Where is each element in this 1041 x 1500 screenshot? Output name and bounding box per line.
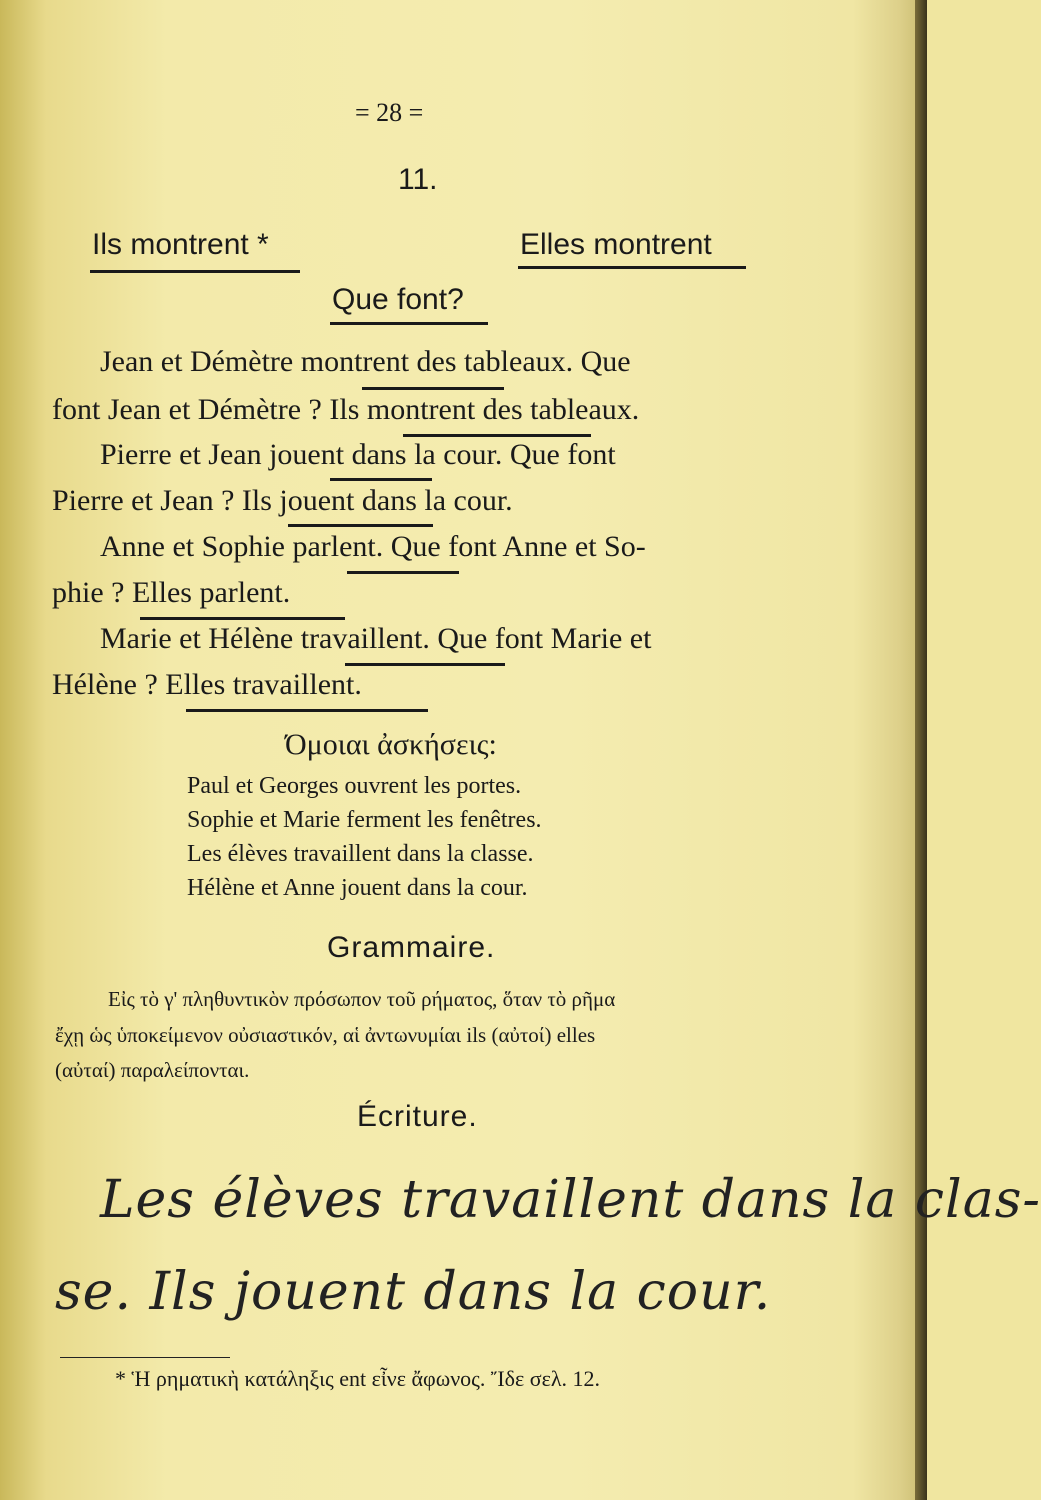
header-right: Elles montrent bbox=[520, 228, 712, 261]
grammar-line-3: (αὐταί) παραλείπονται. bbox=[55, 1058, 250, 1082]
underline-ils-jouent bbox=[288, 524, 433, 527]
writing-line-1: Les élèves travaillent dans la clas- bbox=[100, 1170, 1041, 1230]
grammar-line-1: Εἰς τὸ γ' πληθυντικὸν πρόσωπον τοῦ ρήματος, ὅταν τὸ ρῆμα bbox=[108, 987, 616, 1011]
header-right-underline bbox=[518, 266, 746, 269]
header-left-underline bbox=[90, 270, 300, 273]
body-line-4: Pierre et Jean ? Ils jouent dans la cour. bbox=[52, 484, 513, 517]
footnote: * Ἡ ρηματικὴ κατάληξις ent εἶνε ἄφωνος. Ἴδε σελ. 12. bbox=[115, 1366, 600, 1391]
underline-travaillent-1 bbox=[345, 663, 505, 666]
underline-elles-parlent bbox=[140, 617, 345, 620]
footnote-rule bbox=[60, 1357, 230, 1358]
writing-title: Écriture. bbox=[357, 1100, 478, 1133]
body-line-2: font Jean et Démètre ? Ils montrent des tableaux. bbox=[52, 393, 640, 426]
exercise-line-2: Sophie et Marie ferment les fenêtres. bbox=[187, 807, 542, 833]
page-edge bbox=[915, 0, 927, 1500]
body-line-8: Hélène ? Elles travaillent. bbox=[52, 668, 362, 701]
body-line-7: Marie et Hélène travaillent. Que font Marie et bbox=[100, 622, 652, 655]
question-underline bbox=[330, 322, 488, 325]
body-line-1: Jean et Démètre montrent des tableaux. Que bbox=[100, 345, 631, 378]
question-header: Que font? bbox=[332, 283, 464, 316]
body-line-5: Anne et Sophie parlent. Que font Anne et So- bbox=[100, 530, 646, 563]
exercise-line-3: Les élèves travaillent dans la classe. bbox=[187, 841, 534, 867]
underline-ils-montrent bbox=[403, 434, 591, 437]
underline-parlent-1 bbox=[347, 571, 459, 574]
underline-jouent-1 bbox=[330, 478, 432, 481]
underline-elles-travaillent bbox=[186, 709, 428, 712]
lesson-number: 11. bbox=[398, 163, 438, 196]
writing-line-2: se. Ils jouent dans la cour. bbox=[55, 1262, 772, 1322]
exercises-title: Όμοιαι ἀσκήσεις: bbox=[285, 728, 497, 761]
exercise-line-4: Hélène et Anne jouent dans la cour. bbox=[187, 875, 528, 901]
underline-montrent-1 bbox=[362, 387, 504, 390]
page-number: = 28 = bbox=[355, 98, 424, 127]
grammar-line-2: ἔχῃ ὡς ὑποκείμενον οὐσιαστικόν, αἱ ἀντωνυμίαι ils (αὐτοί) elles bbox=[55, 1023, 596, 1047]
grammar-title: Grammaire. bbox=[327, 931, 496, 964]
body-line-3: Pierre et Jean jouent dans la cour. Que font bbox=[100, 438, 616, 471]
body-line-6: phie ? Elles parlent. bbox=[52, 576, 291, 609]
exercise-line-1: Paul et Georges ouvrent les portes. bbox=[187, 773, 522, 799]
header-left: Ils montrent * bbox=[92, 228, 269, 261]
